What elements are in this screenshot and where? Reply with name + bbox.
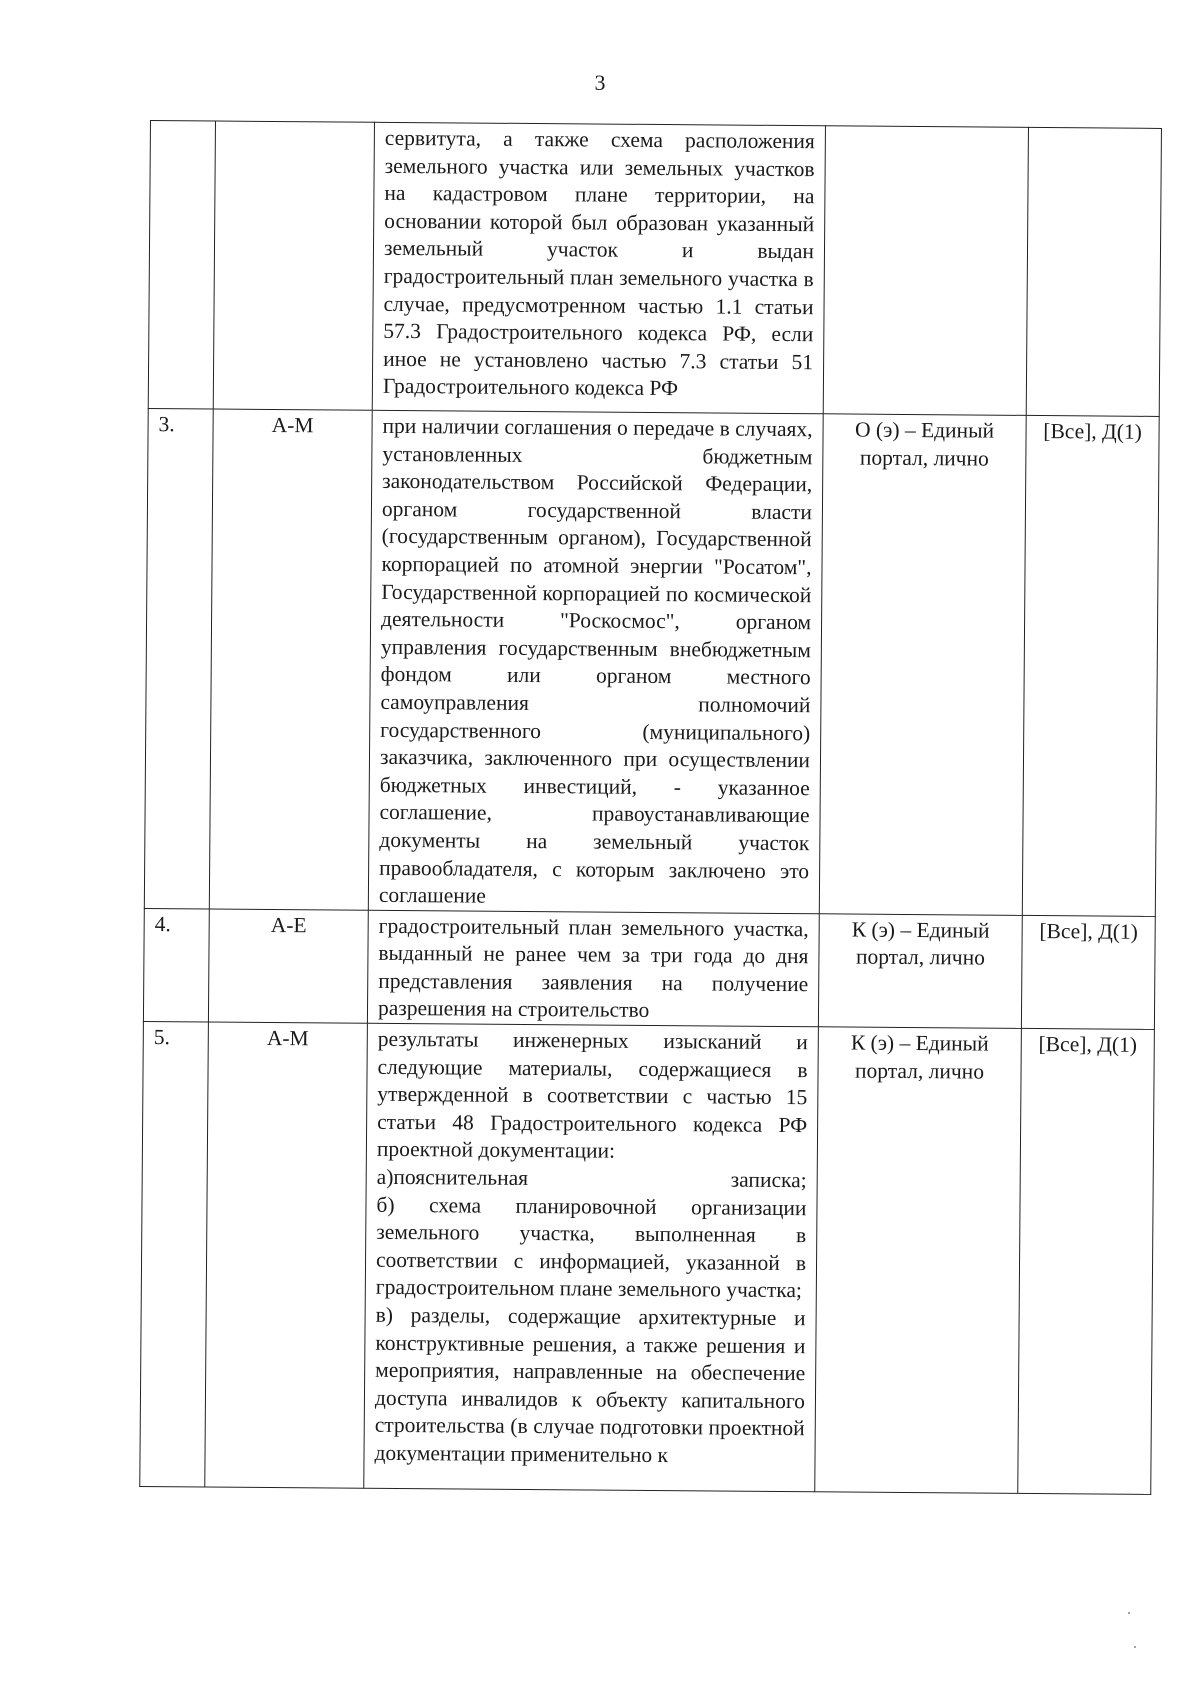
document-description-text: сервитута, а также схема расположения земельного участка или земельных участков на кадастровом плане территории, на основании которой был образован указанный земельный участок и выдан градостроительный план земельного участка в случае, предусмотренном частью 1.1 статьи 57.3 Градостроительного кодекса РФ, если иное не установлено частью 7.3 статьи 51 Градостроительного кодекса РФ [382,125,815,401]
document-description-cell [372,122,825,414]
document-list-item: б) схема планировочной организации земельного участка, выполненная в соответствии с информацией, указанной в градостроительном плане земельного участка; [375,1192,807,1303]
document-list-item: а)пояснительная записка; [376,1164,807,1193]
scan-speck [1134,1646,1136,1648]
applicant-category-cell: [Все], Д(1) [1021,915,1155,1029]
document-description-text: результаты инженерных изысканий и следующие материалы, содержащиеся в утвержденной в соответствии с частью 15 статьи 48 Градостроительного кодекса РФ проектной документации: [376,1026,808,1164]
submission-method-cell: К (э) – Единый портал, лично [815,1027,1022,1494]
applicant-category-cell: [Все], Д(1) [1022,415,1159,916]
applicant-category-cell [1026,127,1161,416]
applicant-category-cell: [Все], Д(1) [1018,1028,1155,1494]
scan-speck [1128,1612,1130,1614]
submission-method-cell: К (э) – Единый портал, лично [818,913,1022,1028]
document-description-cell [367,910,819,1027]
document-code-cell: А-Е [208,909,368,1024]
row-number-cell: 4. [143,908,209,1022]
page-number: 3 [594,70,606,95]
document-list-item: в) разделы, содержащие архитектурные и конструктивные решения, а также решения и мероприятия, направленные на обеспечение доступа инвалидов к объекту капитального строительства (в случае подготовки проектной документации применительно к [374,1302,806,1468]
table-row [148,121,1161,417]
document-code-cell [213,121,374,410]
table-row [140,1022,1155,1495]
document-code-cell: А-М [209,409,372,910]
row-number-cell: 5. [140,1022,209,1487]
submission-method-cell [823,126,1028,416]
row-number-cell [148,121,215,410]
table-row [143,908,1155,1029]
table-row [144,408,1159,916]
submission-method-cell: О (э) – Единый портал, лично [819,414,1026,915]
documents-table [139,120,1162,1495]
document-description-text: при наличии соглашения о передаче в случаях, установленных бюджетным законодательством Российской Федерации, органом государственной власти (государственным органом), Государственной корпорацией по атомной энергии "Росатом", Государственной корпорацией по космической деятельности "Роскосмос", органом управления государственным внебюджетным фондом или органом местного самоуправления полномочий государственного (муниципального) заказчика, заключенного при осуществлении бюджетных инвестиций, - указанное соглашение, правоустанавливающие документы на земельный участок правообладателя, с которым заключено это соглашение [378,413,813,908]
document-description-cell [368,410,823,913]
document-description-cell [364,1023,819,1492]
row-number-cell: 3. [144,408,213,908]
document-description-text: градостроительный план земельного участка, выданный не ранее чем за три года до дня представления заявления на получение разрешения на строительство [377,913,809,1023]
document-code-cell: А-М [205,1022,368,1488]
